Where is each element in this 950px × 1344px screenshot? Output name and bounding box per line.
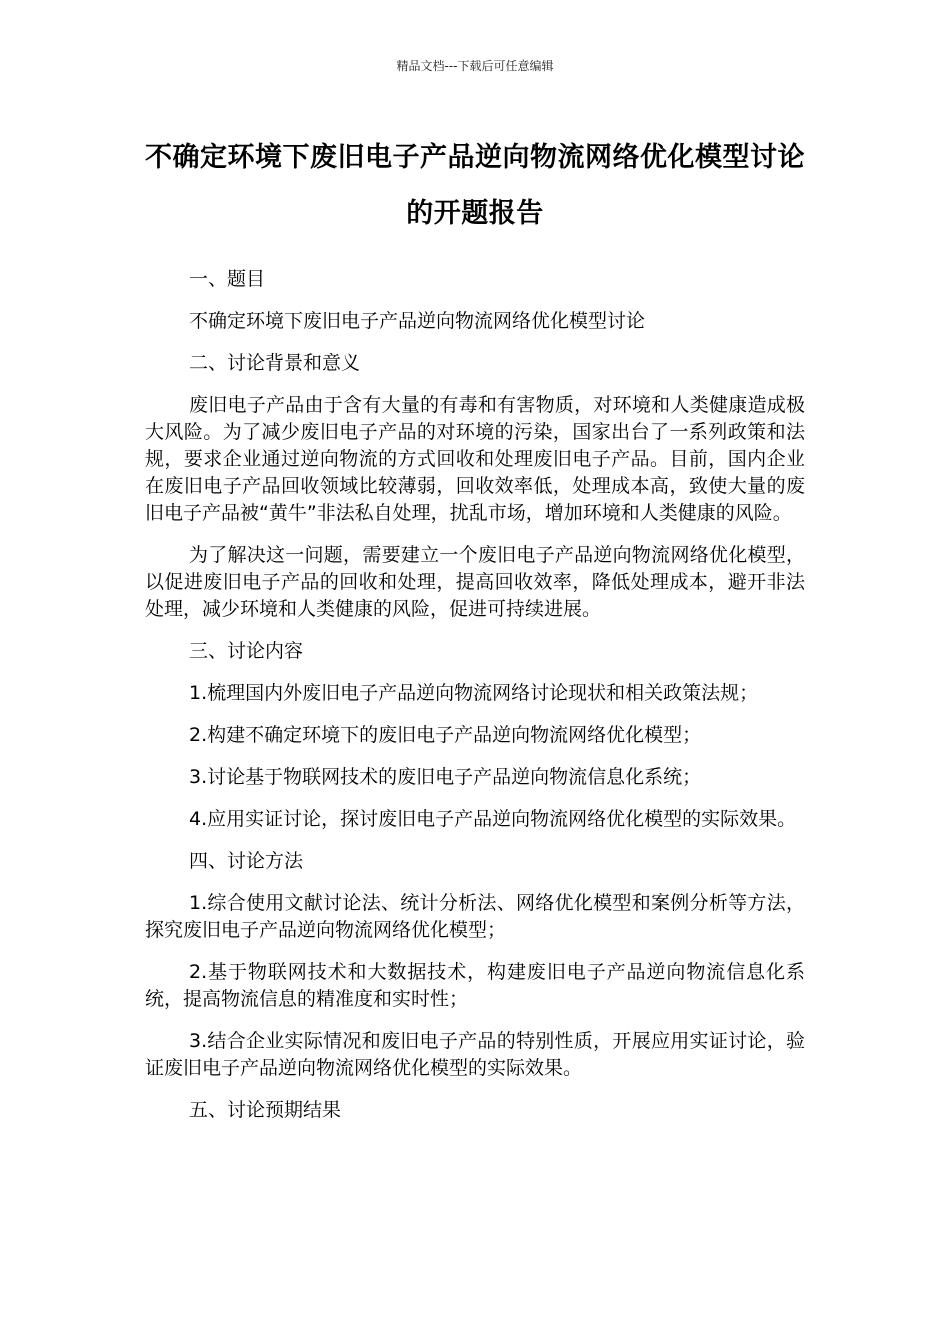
method-item: 1.综合使用文献讨论法、统计分析法、网络优化模型和案例分析等方法，探究废旧电子产品逆向物流网络优化模型； <box>145 892 805 941</box>
section-heading-results: 五、讨论预期结果 <box>189 1099 342 1121</box>
background-paragraph: 为了解决这一问题，需要建立一个废旧电子产品逆向物流网络优化模型，以促进废旧电子产品的回收和处理，提高回收效率，降低处理成本，避开非法处理，减少环境和人类健康的风险，促进可持续进展。 <box>145 544 805 620</box>
topic-text: 不确定环境下废旧电子产品逆向物流网络优化模型讨论 <box>189 310 646 332</box>
method-item: 3.结合企业实际情况和废旧电子产品的特别性质，开展应用实证讨论，验证废旧电子产品逆向物流网络优化模型的实际效果。 <box>145 1030 805 1079</box>
document-body <box>145 266 805 1139</box>
section-heading-method: 四、讨论方法 <box>189 850 304 872</box>
method-item: 2.基于物联网技术和大数据技术，构建废旧电子产品逆向物流信息化系统，提高物流信息的精准度和实时性； <box>145 961 805 1010</box>
content-item: 4.应用实证讨论，探讨废旧电子产品逆向物流网络优化模型的实际效果。 <box>189 808 797 830</box>
section-heading-content: 三、讨论内容 <box>189 640 304 662</box>
content-item: 1.梳理国内外废旧电子产品逆向物流网络讨论现状和相关政策法规； <box>189 682 759 704</box>
background-paragraph: 废旧电子产品由于含有大量的有毒和有害物质，对环境和人类健康造成极大风险。为了减少废旧电子产品的对环境的污染，国家出台了一系列政策和法规，要求企业通过逆向物流的方式回收和处理废旧电子产品。目前，国内企业在废旧电子产品回收领域比较薄弱，回收效率低，处理成本高，致使大量的废旧电子产品被“黄牛”非法私自处理，扰乱市场，增加环境和人类健康的风险。 <box>145 394 805 524</box>
document-title: 不确定环境下废旧电子产品逆向物流网络优化模型讨论的开题报告 <box>145 142 805 229</box>
content-item: 2.构建不确定环境下的废旧电子产品逆向物流网络优化模型； <box>189 724 702 746</box>
section-heading-background: 二、讨论背景和意义 <box>189 352 361 374</box>
content-item: 3.讨论基于物联网技术的废旧电子产品逆向物流信息化系统； <box>189 766 702 788</box>
section-heading-topic: 一、题目 <box>189 268 266 290</box>
page-header: 精品文档---下载后可任意编辑 <box>396 59 554 73</box>
